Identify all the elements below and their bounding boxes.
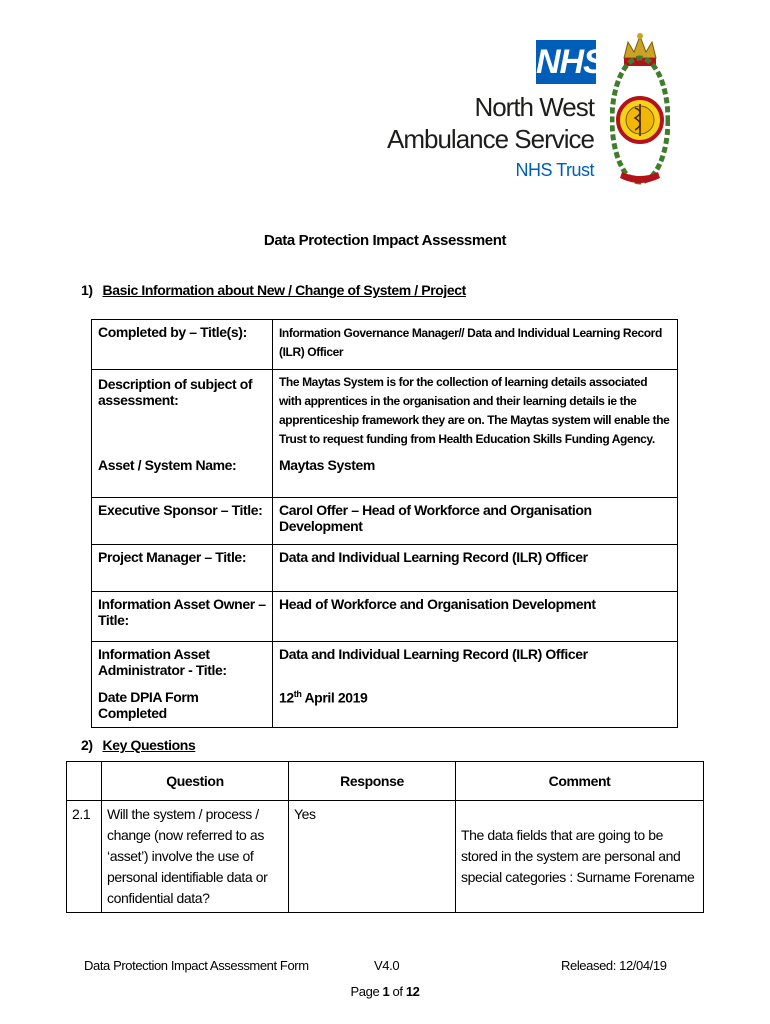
row-label: Date DPIA Form Completed [92,685,273,727]
date-suffix: th [293,689,302,699]
key-questions-table [66,761,704,913]
section-1-heading [81,282,466,298]
table-row [92,453,678,497]
table-row [92,685,678,727]
row-value: Maytas System [273,453,678,497]
row-value: Data and Individual Learning Record (ILR) Officer [273,544,678,591]
section-1-title: Basic Information about New / Change of System / Project [102,282,466,298]
column-header-question: Question [102,762,289,801]
table-row [92,641,678,685]
row-label: Executive Sponsor – Title: [92,497,273,544]
nhs-logo: NHS [536,40,596,84]
table-row [92,370,678,454]
header-num-cell [67,762,102,801]
question-text: Will the system / process / change (now referred to as ‘asset’) involve the use of personal identifiable data or confidential data? [102,801,289,913]
column-header-comment: Comment [456,762,704,801]
row-value [273,685,678,727]
org-name-line2: Ambulance Service [387,124,594,154]
row-value: Data and Individual Learning Record (ILR) Officer [273,641,678,685]
row-value: The Maytas System is for the collection of learning details associated with apprentices in the organisation and their learning details ie the apprenticeship framework they are on. The Maytas system will enable the Trust to request funding from Health Education Skills Funding Agency. [273,370,678,454]
basic-info-table [91,319,678,728]
table-row [92,544,678,591]
row-label: Completed by – Title(s): [92,320,273,370]
section-1-number: 1) [81,282,93,298]
footer-form-name: Data Protection Impact Assessment Form [84,958,309,973]
row-label: Project Manager – Title: [92,544,273,591]
table-row [67,801,704,913]
date-day: 12 [279,689,294,706]
row-label: Asset / System Name: [92,453,273,497]
table-row [92,497,678,544]
page-prefix: Page [350,984,383,999]
table-row [92,591,678,641]
org-name-line1: North West [474,92,594,122]
table-row [92,320,678,370]
section-2-heading [81,737,195,753]
page-of: of [389,984,406,999]
section-2-number: 2) [81,737,93,753]
footer-version: V4.0 [374,958,400,973]
table-header-row [67,762,704,801]
question-number: 2.1 [67,801,102,913]
row-label: Information Asset Administrator - Title: [92,641,273,685]
footer-released: Released: 12/04/19 [561,958,667,973]
ambulance-crest-icon [610,28,670,190]
row-label: Description of subject of assessment: [92,370,273,454]
date-rest: April 2019 [301,689,368,706]
section-2-title: Key Questions [102,737,196,753]
comment-text: The data fields that are going to be stored in the system are personal and special categories : Surname Forename [456,801,704,913]
row-value: Head of Workforce and Organisation Development [273,591,678,641]
page-current: 1 [382,984,390,999]
page-number [0,984,770,999]
column-header-response: Response [289,762,456,801]
org-name-line3: NHS Trust [515,160,594,180]
page-total: 12 [405,984,420,999]
response-text: Yes [289,801,456,913]
row-value: Carol Offer – Head of Workforce and Organisation Development [273,497,678,544]
document-title: Data Protection Impact Assessment [263,232,507,249]
row-label: Information Asset Owner – Title: [92,591,273,641]
row-value: Information Governance Manager// Data and Individual Learning Record (ILR) Officer [273,320,678,370]
